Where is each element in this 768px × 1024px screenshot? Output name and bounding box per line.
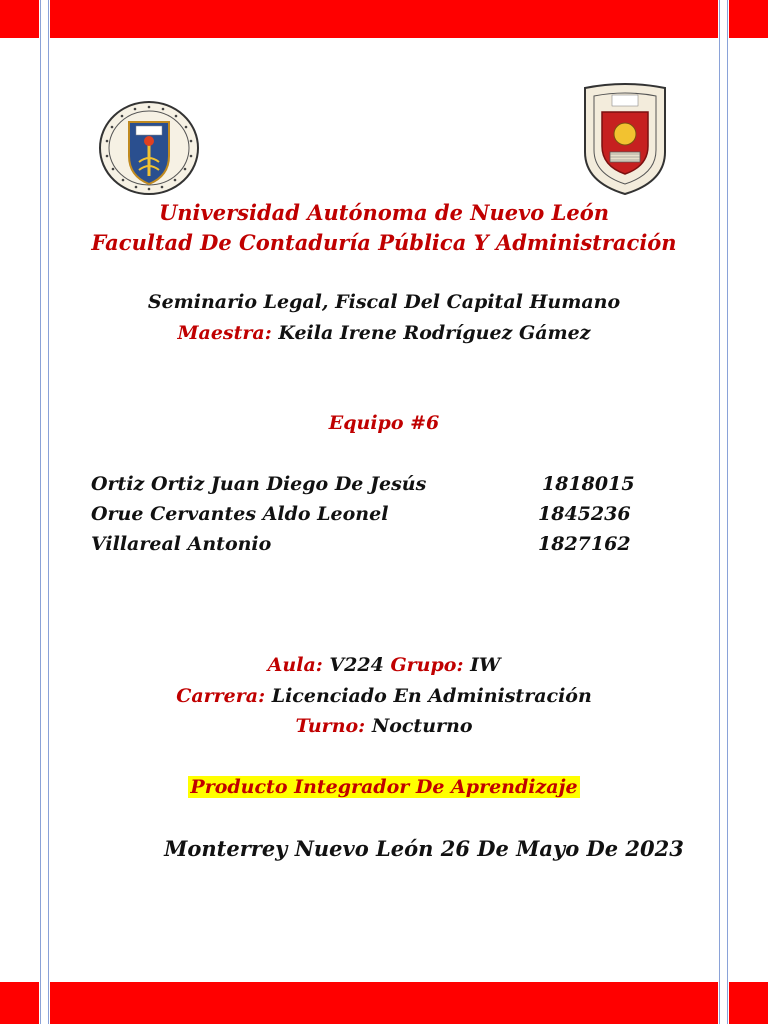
facpya-shield-icon [580,82,670,196]
aula-label: Aula: [267,654,323,676]
course-name: Seminario Legal, Fiscal Del Capital Humano [147,291,621,313]
member-name: Orue Cervantes Aldo Leonel [91,503,389,525]
teacher-line [0,322,768,344]
carrera-line [0,685,768,707]
aula-grupo-line [0,654,768,676]
teacher-label: Maestra: [177,322,272,344]
frame-line-left-inner [48,0,49,1024]
frame-line-left-outer [40,0,41,1024]
product-line [0,776,768,798]
faculty-name: Facultad De Contaduría Pública Y Administración [91,230,677,255]
carrera-value: Licenciado En Administración [271,685,592,707]
place-date: Monterrey Nuevo León 26 De Mayo De 2023 [164,836,684,861]
grupo-value: IW [470,654,501,676]
grupo-label: Grupo: [390,654,464,676]
turno-label: Turno: [295,715,366,737]
carrera-label: Carrera: [176,685,266,707]
bottom-bar-right [729,982,768,1024]
top-bar-right [729,0,768,38]
aula-value: V224 [329,654,384,676]
member-id: 1827162 [538,533,631,555]
member-name: Villareal Antonio [91,533,272,555]
uanl-seal-icon [98,100,200,196]
university-name: Universidad Autónoma de Nuevo León [158,200,610,225]
bottom-bar-left [0,982,39,1024]
product-title: Producto Integrador De Aprendizaje [190,776,578,798]
frame-line-right-outer [727,0,728,1024]
top-bar-left [0,0,39,38]
member-id: 1845236 [538,503,631,525]
member-name: Ortiz Ortiz Juan Diego De Jesús [91,473,427,495]
bottom-bar-center [50,982,718,1024]
turno-line [0,715,768,737]
top-bar-center [50,0,718,38]
turno-value: Nocturno [371,715,473,737]
team-title: Equipo #6 [328,412,440,434]
teacher-name: Keila Irene Rodríguez Gámez [278,322,591,344]
member-id: 1818015 [542,473,635,495]
frame-line-right-inner [719,0,720,1024]
